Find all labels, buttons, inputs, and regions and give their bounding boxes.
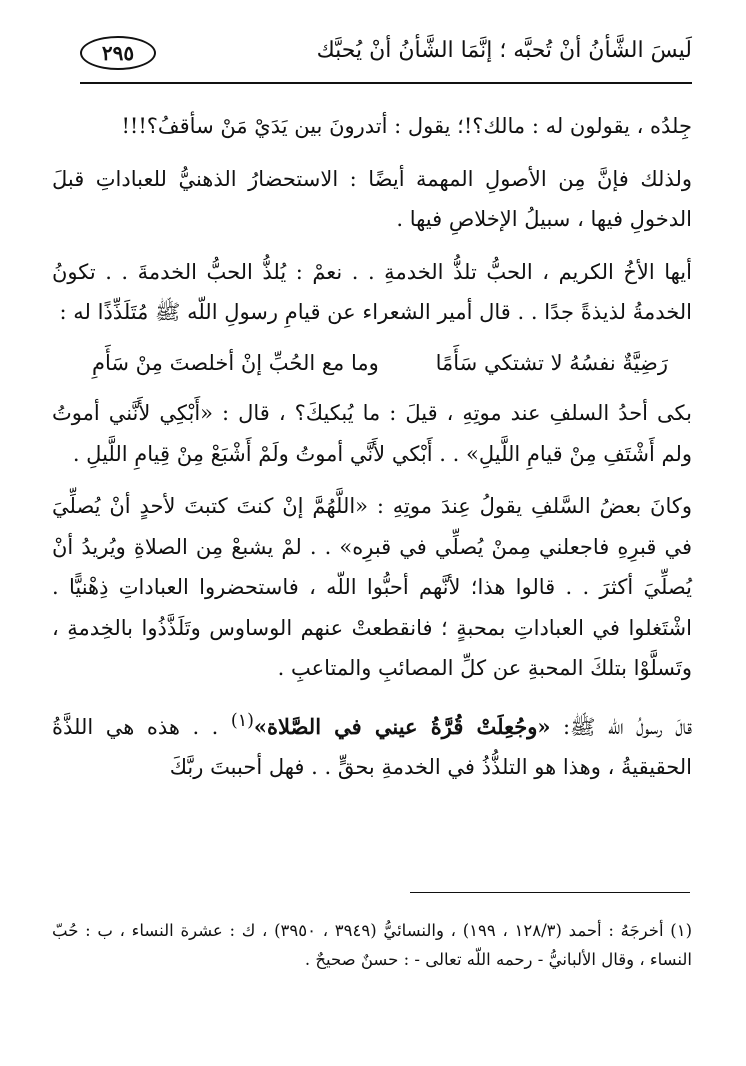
text-line: أيها الأخُ الكريم ، الحبُّ تلذُّ الخدمةِ . . نعمْ : يُلذُّ الحبُّ <box>206 259 692 284</box>
text-segment: قالَ رسولُ اللّه ﷺ: <box>550 714 692 739</box>
footnote-line: (١) أخرجَهُ : أحمد (١٢٨/٣ ، ١٩٩) ، والنسائيُّ (٣٩٤٩ ، ٣٩٥٠) ، ك : عشرة <box>180 921 692 940</box>
running-head: لَيسَ الشَّأنُ أنْ تُحبَّه ؛ إنَّمَا الشَّأنُ أنْ يُحبَّك <box>316 38 692 63</box>
hadith-quote: «وجُعِلَتْ قُرَّةُ عيني في الصَّلاة» <box>253 713 551 739</box>
footnote-separator <box>410 892 690 893</box>
paragraph-3 <box>52 252 692 333</box>
text-line: ولذلك فإنَّ مِن الأصولِ المهمة أيضًا : الاستحضارُ الذهنيُّ للعباداتِ <box>95 166 692 191</box>
paragraph-1: جِلدُه ، يقولون له : مالك؟!؛ يقول : أتدرونَ بين يَدَيْ مَنْ سأقفُ؟!!! <box>121 114 692 138</box>
poem-hemistich-second: وما مع الحُبِّ إنْ أخلصتَ مِنْ سَأَمِ <box>92 350 379 375</box>
page-header <box>80 30 692 100</box>
poem-hemistich-first: رَضِيَّةٌ نفسُهُ لا تشتكي سَأَمًا <box>435 350 668 375</box>
text-line: وكانَ بعضُ السَّلفِ يقولُ عِندَ موتِهِ : «اللَّهُمَّ إنْ كنتَ كتبتَ لأحدٍ أنْ <box>109 494 693 518</box>
footnote-1 <box>52 916 692 974</box>
text-line: قبلَ الدخولِ فيها ، سبيلُ الإخلاصِ فيها . <box>52 166 692 231</box>
text-line: اللَّيلِ . <box>72 441 128 466</box>
text-line: ويُريدُ أنْ يُصلِّيَ أكثرَ . . قالوا هذا؛ لأنَّهم أحبُّوا اللّه ، فاستحضروا <box>52 534 692 599</box>
page-number: ٢٩٥ <box>80 36 156 70</box>
footnotes <box>52 916 692 974</box>
header-rule <box>80 82 692 84</box>
text-segment: . . هذه هي <box>105 714 231 739</box>
text-line: وتَلَذَّذُوا بالخِدمةِ ، وتَسلَّوْا بتلكَ المحبةِ عن كلِّ المصائبِ والمتاعبِ . <box>52 615 692 680</box>
paragraph-6 <box>52 701 692 788</box>
text-line: العباداتِ ذِهْنيًّا . اشْتَغلوا في العباداتِ بمحبةٍ ؛ فانقطعتْ عنهم الوساوس <box>52 575 692 640</box>
body-text <box>52 106 692 788</box>
poem-verse <box>92 343 668 384</box>
text-line: يُصلِّيَ في قبرِهِ فاجعلني مِمنْ يُصلِّي في قبرِه» . . لمْ يشبعْ مِن الصلاةِ <box>52 494 692 559</box>
paragraph-4 <box>52 393 692 474</box>
text-line: اللذَّةُ الحقيقيةُ ، وهذا هو التلذُّذُ في الخدمةِ بحقٍّ . . فهل أحببتَ ربَّكَ <box>52 714 692 779</box>
footnote-line: النساء ، ب : حُبّ النساء ، وقال الألبانيُّ - رحمه اللّه تعالى - : حسنٌ صحيحٌ . <box>52 921 692 969</box>
text-line: أموتُ ولم أَشْتَفِ مِنْ قيامِ اللَّيلِ» . . أَبْكي لأَنَّي أموتُ ولَمْ أَشْبَعْ مِنْ قِيامِ <box>52 401 692 466</box>
text-line: بكى أحدُ السلفِ عند موتِهِ ، قيلَ : ما يُبكيكَ؟ ، قال : «أَبْكِي لأَنَّني <box>108 401 692 425</box>
footnote-reference[interactable]: (١) <box>230 710 254 731</box>
text-line: رسولِ اللّه ﷺ مُتَلَذِّذًا له : <box>59 300 279 324</box>
text-line: الخدمةَ . . تكونُ الخدمةُ لذيذةً جدًا . . قال أمير الشعراء عن قيامِ <box>52 259 692 324</box>
paragraph-2 <box>52 159 692 240</box>
paragraph-5 <box>52 486 692 689</box>
